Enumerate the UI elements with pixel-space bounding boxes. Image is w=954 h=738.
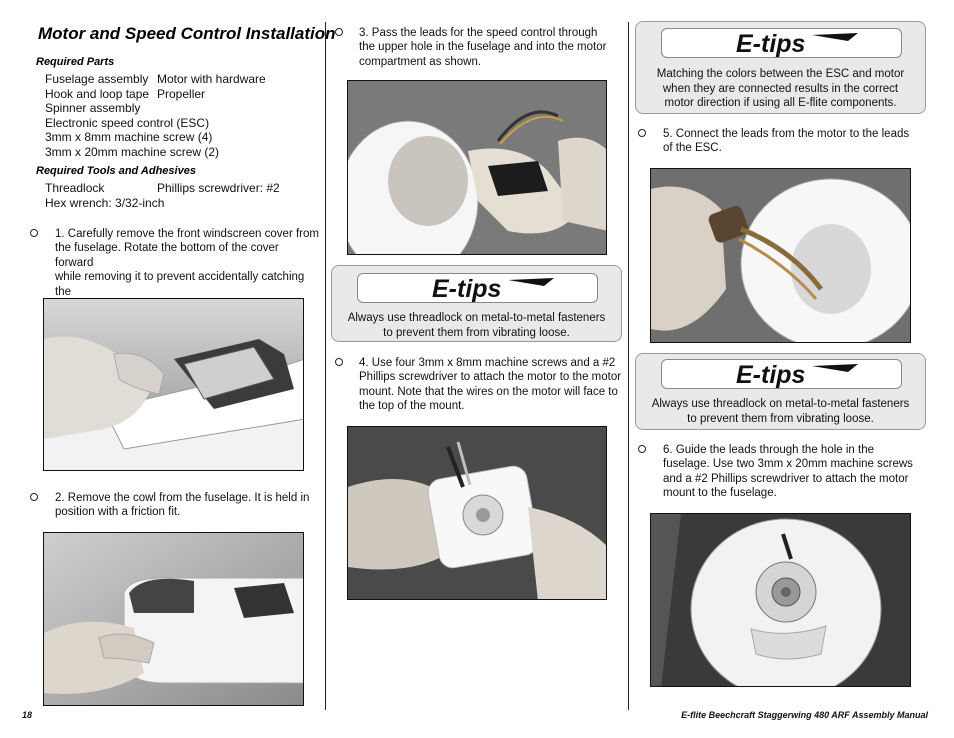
svg-text:E-tips: E-tips [736, 361, 806, 388]
photo-pass-leads [347, 80, 607, 255]
circle-checkbox-icon[interactable] [638, 129, 646, 137]
parts-row: 3mm x 8mm machine screw (4) [45, 130, 213, 144]
tip-text: Matching the colors between the ESC and motor when they are connected results in the correct motor direction if using all E-flite components. [656, 68, 905, 109]
e-tips-logo-icon [662, 360, 901, 388]
circle-checkbox-icon[interactable] [30, 229, 38, 237]
footer-manual-title: E-flite Beechcraft Staggerwing 480 ARF Assembly Manual [681, 710, 928, 720]
parts-row: 3mm x 20mm machine screw (2) [45, 144, 220, 159]
circle-checkbox-icon[interactable] [335, 358, 343, 366]
circle-checkbox-icon[interactable] [30, 493, 38, 501]
page-title: Motor and Speed Control Installation [38, 24, 336, 43]
parts-row: Spinner assembly [45, 101, 141, 115]
svg-text:E-tips: E-tips [432, 275, 502, 302]
page-number: 18 [22, 710, 33, 720]
etips-box-threadlock-1 [331, 265, 622, 342]
parts-row: Electronic speed control (ESC) [45, 115, 210, 130]
tools-row: Threadlock Phillips screwdriver: #2 [45, 181, 280, 195]
tip-text: Always use threadlock on metal-to-metal fasteners to prevent them from vibrating loose. [347, 312, 606, 339]
svg-text:E-tips: E-tips [736, 30, 806, 57]
e-tips-logo [661, 359, 902, 389]
required-parts-list [45, 72, 266, 159]
e-tips-logo [661, 28, 902, 58]
photo-cowl-removal [43, 532, 304, 706]
e-tips-logo-icon [662, 29, 901, 57]
photo-mount-to-fuselage [650, 513, 911, 687]
column-divider-2 [628, 22, 629, 710]
etips-box-color-matching [635, 21, 926, 114]
required-tools-heading: Required Tools and Adhesives [36, 165, 196, 177]
required-parts-heading: Required Parts [36, 56, 115, 68]
photo-motor-mount [347, 426, 607, 600]
circle-checkbox-icon[interactable] [335, 28, 343, 36]
parts-row: Hook and loop tape Propeller [45, 86, 206, 101]
circle-checkbox-icon[interactable] [638, 445, 646, 453]
tip-text: Always use threadlock on metal-to-metal fasteners to prevent them from vibrating loose. [651, 398, 910, 425]
e-tips-logo-icon [358, 274, 597, 302]
etips-box-threadlock-2 [635, 353, 926, 430]
photo-windscreen-removal [43, 298, 304, 471]
required-tools-list [45, 181, 280, 210]
photo-connect-leads [650, 168, 911, 343]
column-divider-1 [325, 22, 326, 710]
tools-row: Hex wrench: 3/32-inch [45, 195, 165, 210]
parts-row: Fuselage assembly Motor with hardware [45, 72, 266, 86]
e-tips-logo [357, 273, 598, 303]
